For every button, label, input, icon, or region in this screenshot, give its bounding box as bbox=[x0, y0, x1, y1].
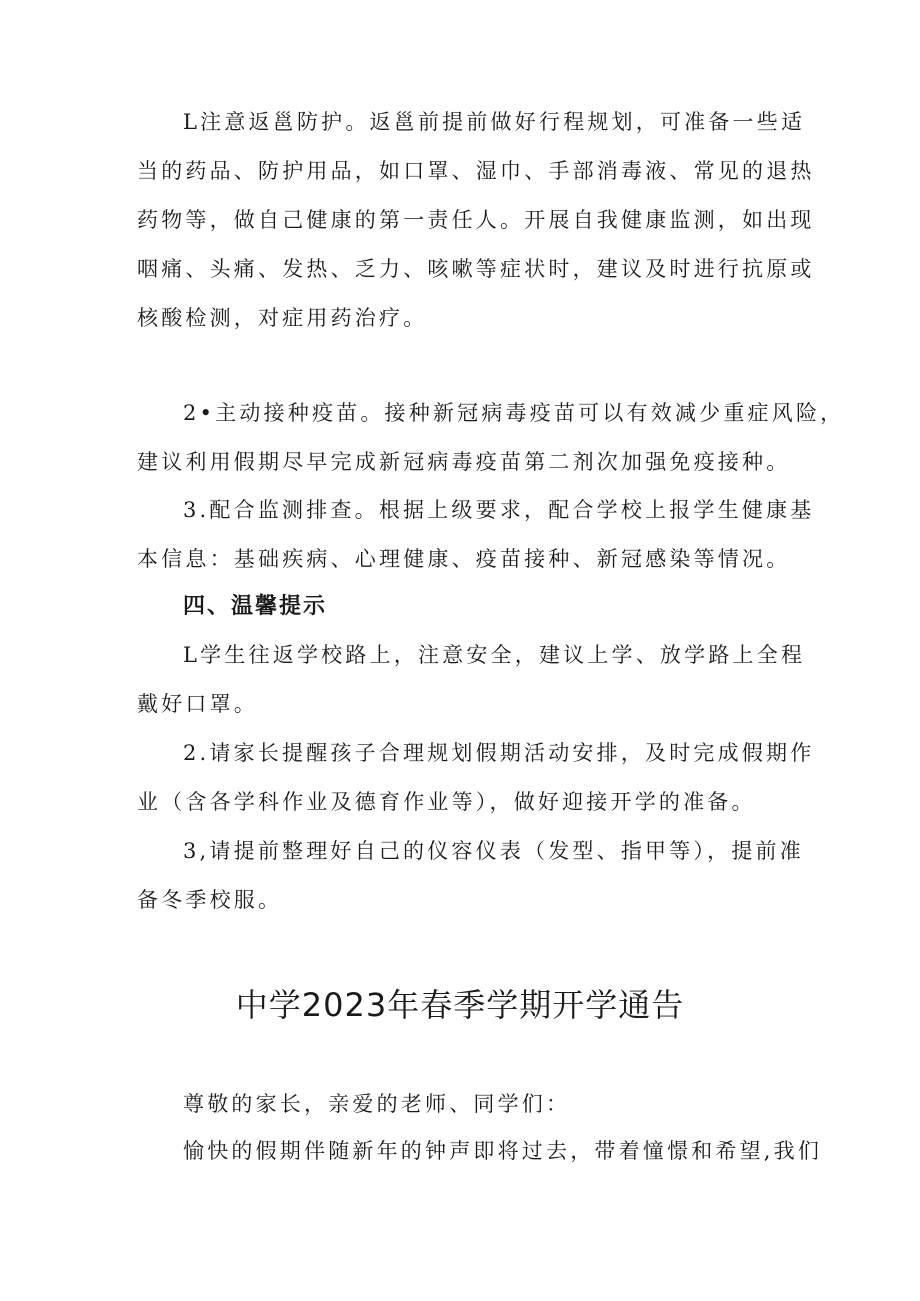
paragraph-line: L学生往返学校路上，注意安全，建议上学、放学路上全程 bbox=[183, 643, 806, 667]
paragraph-line: 2•主动接种疫苗。接种新冠病毒疫苗可以有效减少重症风险， bbox=[183, 401, 845, 425]
paragraph-line: 咽痛、头痛、发热、乏力、咳嗽等症状时，建议及时进行抗原或 bbox=[137, 257, 815, 281]
paragraph-line: 本信息：基础疾病、心理健康、疫苗接种、新冠感染等情况。 bbox=[137, 547, 791, 571]
notice-body bbox=[137, 1127, 823, 1176]
paragraph-monitoring bbox=[137, 486, 815, 584]
greeting-line: 尊敬的家长，亲爱的老师、同学们： bbox=[183, 1092, 571, 1116]
paragraph-line: 当的药品、防护用品，如口罩、湿巾、手部消毒液、常见的退热 bbox=[137, 159, 815, 183]
paragraph-line: L注意返邕防护。返邕前提前做好行程规划，可准备一些适 bbox=[183, 110, 806, 134]
paragraph-line: 戴好口罩。 bbox=[137, 692, 258, 716]
paragraph-line: 业（含各学科作业及德育作业等），做好迎接开学的准备。 bbox=[137, 790, 756, 814]
paragraph-appearance bbox=[137, 827, 804, 925]
paragraph-line: 3.配合监测排查。根据上级要求，配合学校上报学生健康基 bbox=[183, 498, 815, 522]
paragraph-line: 核酸检测，对症用药治疗。 bbox=[137, 306, 428, 330]
paragraph-line: 3,请提前整理好自己的仪容仪表（发型、指甲等），提前准 bbox=[183, 839, 804, 863]
paragraph-line: 2.请家长提醒孩子合理规划假期活动安排，及时完成假期作 bbox=[183, 741, 815, 765]
paragraph-line: 建议利用假期尽早完成新冠病毒疫苗第二剂次加强免疫接种。 bbox=[137, 450, 791, 474]
notice-greeting bbox=[137, 1080, 791, 1129]
paragraph-holiday-planning bbox=[137, 729, 815, 827]
paragraph-commute-safety bbox=[137, 631, 806, 729]
paragraph-return-protection bbox=[137, 98, 815, 343]
paragraph-line: 愉快的假期伴随新年的钟声即将过去，带着憧憬和希望,我们 bbox=[183, 1139, 823, 1163]
paragraph-line: 药物等，做自己健康的第一责任人。开展自我健康监测，如出现 bbox=[137, 208, 815, 232]
section-heading-tips: 四、温馨提示 bbox=[183, 594, 328, 619]
notice-title: 中学2023年春季学期开学通告 bbox=[235, 986, 685, 1024]
paragraph-vaccination bbox=[137, 389, 845, 487]
paragraph-line: 备冬季校服。 bbox=[137, 888, 283, 912]
